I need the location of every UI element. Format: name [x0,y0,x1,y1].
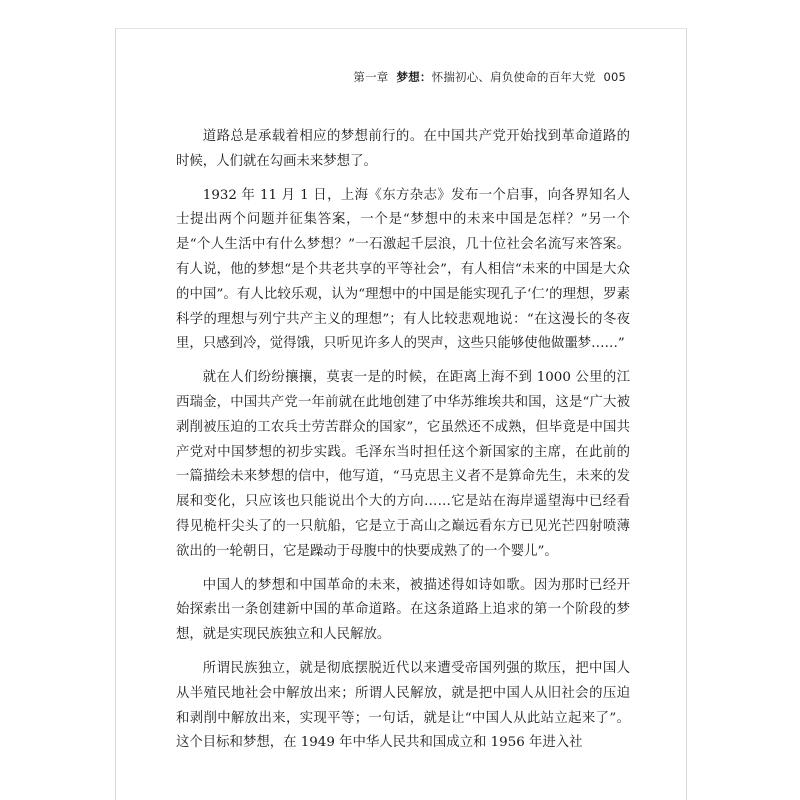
book-page [115,28,687,800]
body-text [176,125,630,765]
paragraph-5: 所谓民族独立，就是彻底摆脱近代以来遭受帝国列强的欺压，把中国人从半殖民地社会中解放出来；所谓人民解放，就是把中国人从旧社会的压迫和剥削中解放出来，实现平等；一句话，就是让“中国人从此站立起来了”。这个目标和梦想，在 1949 年中华人民共和国成立和 1956 年进入社 [176,660,630,751]
chapter-label: 第一章 [353,70,389,84]
running-header [353,69,626,85]
paragraph-3: 就在人们纷纷攘攘，莫衷一是的时候，在距离上海不到 1000 公里的江西瑞金，中国共产党一年前就在此地创建了中华苏维埃共和国，这是“广大被剥削被压迫的工农兵士劳苦群众的国家”，它虽然还不成熟，但毕竟是中国共产党对中国梦想的初步实践。毛泽东当时担任这个新国家的主席，在此前的一篇描绘未来梦想的信中，他写道，“马克思主义者不是算命先生，未来的发展和变化，只应该也只能说出个大的方向……它是站在海岸遥望海中已经看得见桅杆尖头了的一只航船，它是立于高山之巅远看东方已见光芒四射喷薄欲出的一轮朝日，它是躁动于母腹中的快要成熟了的一个婴儿”。 [176,370,630,559]
paragraph-4: 中国人的梦想和中国革命的未来，被描述得如诗如歌。因为那时已经开始探索出一条创建新中国的革命道路。在这条道路上追求的第一个阶段的梦想，就是实现民族独立和人民解放。 [176,577,630,643]
paragraph-2: 1932 年 11 月 1 日，上海《东方杂志》发布一个启事，向各界知名人士提出两个问题并征集答案，一个是“梦想中的未来中国是怎样？”另一个是“个人生活中有什么梦想？”一石激起千层浪，几十位社会名流写来答案。有人说，他的梦想“是个共老共享的平等社会”，有人相信“未来的中国是大众的中国”。有人比较乐观，认为“理想中的中国是能实现孔子‘仁’的理想，罗素科学的理想与列宁共产主义的理想”；有人比较悲观地说：“在这漫长的冬夜里，只感到冷，觉得饿，只听见许多人的哭声，这些只能够使他做噩梦……” [176,187,630,352]
chapter-title-keyword: 梦想： [396,70,432,84]
paragraph-1: 道路总是承载着相应的梦想前行的。在中国共产党开始找到革命道路的时候，人们就在勾画未来梦想了。 [176,129,630,169]
page-number: 005 [603,70,626,84]
chapter-title-subtitle: 怀揣初心、肩负使命的百年大党 [431,70,596,84]
